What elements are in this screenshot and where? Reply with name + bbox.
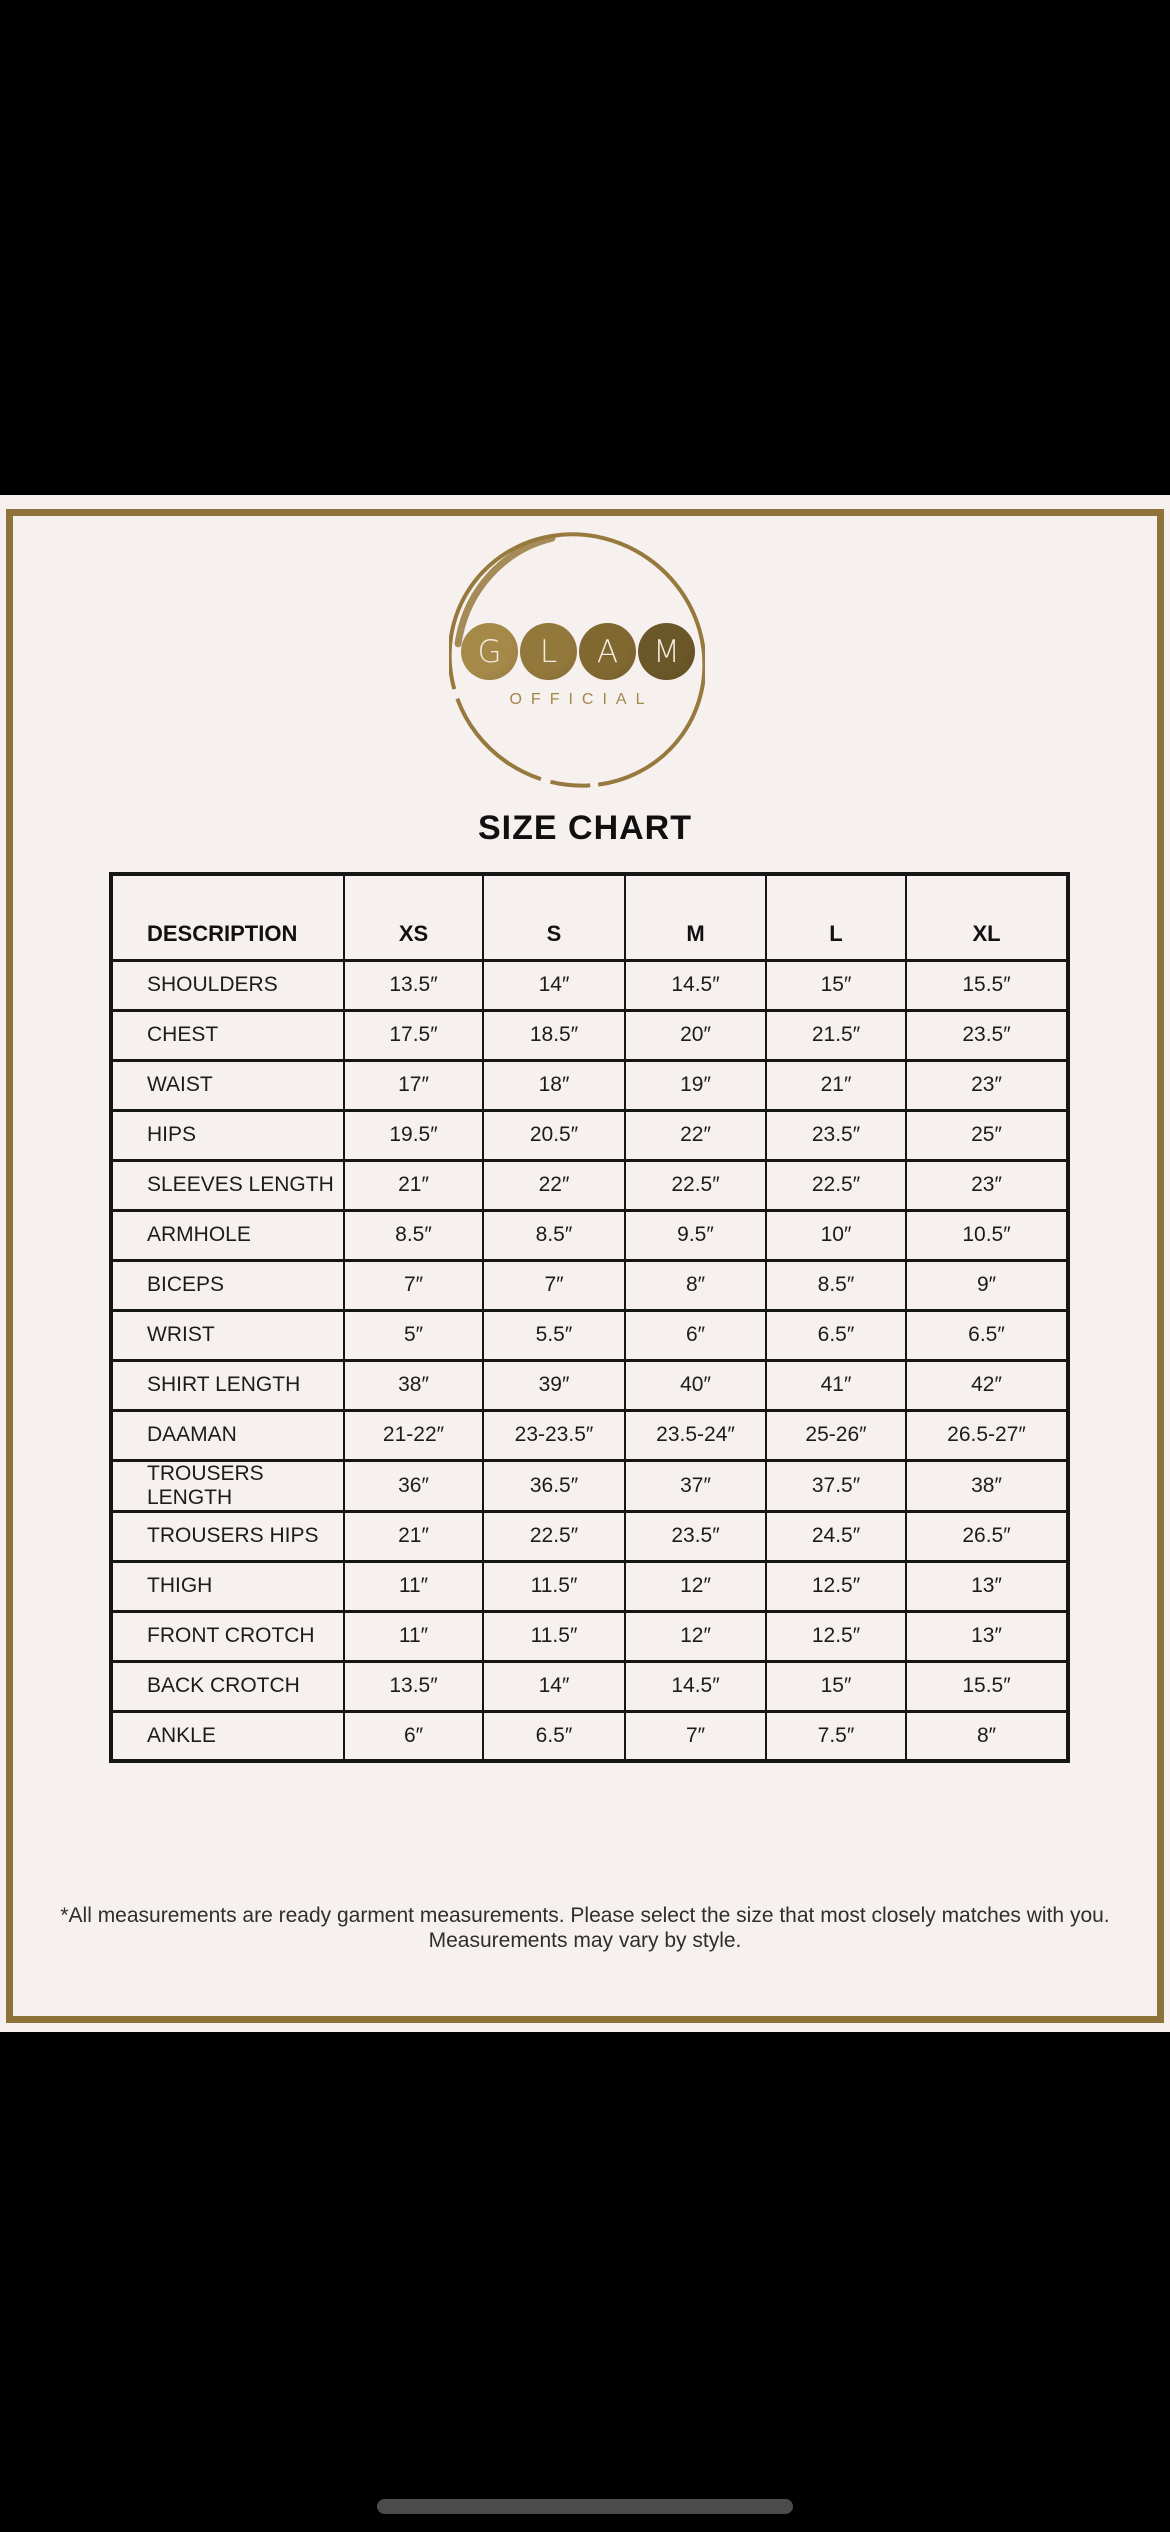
measurement-cell: 21″ — [344, 1160, 483, 1210]
table-row — [111, 1060, 1068, 1110]
measurement-cell: 5″ — [344, 1310, 483, 1360]
measurement-cell: 6.5″ — [483, 1711, 625, 1761]
measurement-cell: 10″ — [766, 1210, 906, 1260]
table-row — [111, 1711, 1068, 1761]
table-row — [111, 1511, 1068, 1561]
table-row — [111, 1160, 1068, 1210]
brand-letter-a: A — [596, 634, 619, 670]
table-header-row — [111, 874, 1068, 960]
brand-letter-circle-m — [638, 623, 695, 680]
measurement-cell: 40″ — [625, 1360, 766, 1410]
table-row — [111, 1310, 1068, 1360]
size-table-body — [111, 960, 1068, 1761]
measurement-cell: 7″ — [625, 1711, 766, 1761]
measurement-cell: 38″ — [344, 1360, 483, 1410]
measurement-cell: 22.5″ — [766, 1160, 906, 1210]
measurement-cell: 17″ — [344, 1060, 483, 1110]
measurement-cell: 21-22″ — [344, 1410, 483, 1460]
measurement-cell: 10.5″ — [906, 1210, 1068, 1260]
table-row — [111, 1661, 1068, 1711]
measurement-cell: 23.5″ — [906, 1010, 1068, 1060]
brand-letter-g: G — [477, 634, 502, 670]
measurement-cell: 11.5″ — [483, 1611, 625, 1661]
size-chart-card — [0, 495, 1170, 2032]
measurement-cell: 7.5″ — [766, 1711, 906, 1761]
row-label: CHEST — [111, 1010, 344, 1060]
measurement-cell: 9″ — [906, 1260, 1068, 1310]
table-row — [111, 1410, 1068, 1460]
measurement-cell: 18″ — [483, 1060, 625, 1110]
measurement-cell: 15.5″ — [906, 960, 1068, 1010]
measurement-cell: 14.5″ — [625, 960, 766, 1010]
measurement-cell: 8.5″ — [766, 1260, 906, 1310]
measurement-cell: 39″ — [483, 1360, 625, 1410]
footnote-line-1: *All measurements are ready garment measurements. Please select the size that most closely matches with you. — [60, 1904, 1110, 1927]
measurement-cell: 6″ — [344, 1711, 483, 1761]
brand-letter-circle-l — [520, 623, 577, 680]
row-label: FRONT CROTCH — [111, 1611, 344, 1661]
measurement-cell: 25-26″ — [766, 1410, 906, 1460]
measurement-cell: 22″ — [483, 1160, 625, 1210]
measurement-cell: 15.5″ — [906, 1661, 1068, 1711]
table-row — [111, 1210, 1068, 1260]
measurement-cell: 18.5″ — [483, 1010, 625, 1060]
brand-letter-circle-g — [461, 623, 518, 680]
measurement-cell: 14″ — [483, 960, 625, 1010]
row-label: THIGH — [111, 1561, 344, 1611]
table-row — [111, 1561, 1068, 1611]
page-title: SIZE CHART — [478, 809, 692, 847]
measurement-cell: 42″ — [906, 1360, 1068, 1410]
table-row — [111, 1010, 1068, 1060]
footnote-line-2: Measurements may vary by style. — [428, 1929, 742, 1952]
row-label: SLEEVES LENGTH — [111, 1160, 344, 1210]
row-label: HIPS — [111, 1110, 344, 1160]
measurement-cell: 22.5″ — [483, 1511, 625, 1561]
row-label: BICEPS — [111, 1260, 344, 1310]
row-label: WRIST — [111, 1310, 344, 1360]
measurement-cell: 15″ — [766, 1661, 906, 1711]
measurement-cell: 26.5″ — [906, 1511, 1068, 1561]
table-row — [111, 1360, 1068, 1410]
measurement-cell: 23.5″ — [766, 1110, 906, 1160]
measurement-cell: 19.5″ — [344, 1110, 483, 1160]
table-header-cell: M — [625, 874, 766, 960]
measurement-cell: 21″ — [766, 1060, 906, 1110]
measurement-cell: 7″ — [344, 1260, 483, 1310]
row-label: TROUSERS HIPS — [111, 1511, 344, 1561]
measurement-cell: 24.5″ — [766, 1511, 906, 1561]
measurement-cell: 23″ — [906, 1060, 1068, 1110]
table-row — [111, 1611, 1068, 1661]
measurement-cell: 7″ — [483, 1260, 625, 1310]
brand-letter-circle-a — [579, 623, 636, 680]
measurement-cell: 12.5″ — [766, 1611, 906, 1661]
brand-letter-circles — [461, 623, 695, 680]
measurement-cell: 22.5″ — [625, 1160, 766, 1210]
measurement-cell: 13.5″ — [344, 960, 483, 1010]
table-row — [111, 1260, 1068, 1310]
row-label: BACK CROTCH — [111, 1661, 344, 1711]
table-row — [111, 1460, 1068, 1511]
table-header-cell: DESCRIPTION — [111, 874, 344, 960]
measurement-cell: 6.5″ — [766, 1310, 906, 1360]
measurement-cell: 19″ — [625, 1060, 766, 1110]
measurement-cell: 23-23.5″ — [483, 1410, 625, 1460]
footnote — [0, 1903, 1170, 1953]
measurement-cell: 20.5″ — [483, 1110, 625, 1160]
table-header-cell: S — [483, 874, 625, 960]
measurement-cell: 14″ — [483, 1661, 625, 1711]
measurement-cell: 36″ — [344, 1460, 483, 1511]
measurement-cell: 23.5-24″ — [625, 1410, 766, 1460]
measurement-cell: 20″ — [625, 1010, 766, 1060]
measurement-cell: 11″ — [344, 1611, 483, 1661]
measurement-cell: 23″ — [906, 1160, 1068, 1210]
table-row — [111, 1110, 1068, 1160]
measurement-cell: 21.5″ — [766, 1010, 906, 1060]
brand-letter-m: M — [653, 634, 680, 670]
measurement-cell: 12.5″ — [766, 1561, 906, 1611]
measurement-cell: 37″ — [625, 1460, 766, 1511]
brand-subtitle: OFFICIAL — [509, 691, 654, 708]
row-label: SHIRT LENGTH — [111, 1360, 344, 1410]
measurement-cell: 8″ — [625, 1260, 766, 1310]
table-header-cell: XS — [344, 874, 483, 960]
row-label: TROUSERS LENGTH — [111, 1460, 344, 1511]
measurement-cell: 8.5″ — [344, 1210, 483, 1260]
size-table-wrap — [109, 872, 1070, 1763]
measurement-cell: 21″ — [344, 1511, 483, 1561]
measurement-cell: 12″ — [625, 1611, 766, 1661]
home-indicator[interactable] — [377, 2499, 793, 2514]
measurement-cell: 8.5″ — [483, 1210, 625, 1260]
measurement-cell: 5.5″ — [483, 1310, 625, 1360]
measurement-cell: 8″ — [906, 1711, 1068, 1761]
measurement-cell: 26.5-27″ — [906, 1410, 1068, 1460]
measurement-cell: 13″ — [906, 1561, 1068, 1611]
measurement-cell: 22″ — [625, 1110, 766, 1160]
measurement-cell: 37.5″ — [766, 1460, 906, 1511]
measurement-cell: 38″ — [906, 1460, 1068, 1511]
row-label: DAAMAN — [111, 1410, 344, 1460]
row-label: WAIST — [111, 1060, 344, 1110]
measurement-cell: 11″ — [344, 1561, 483, 1611]
measurement-cell: 9.5″ — [625, 1210, 766, 1260]
brand-letter-l: L — [539, 634, 558, 670]
measurement-cell: 14.5″ — [625, 1661, 766, 1711]
measurement-cell: 25″ — [906, 1110, 1068, 1160]
row-label: ANKLE — [111, 1711, 344, 1761]
measurement-cell: 23.5″ — [625, 1511, 766, 1561]
measurement-cell: 11.5″ — [483, 1561, 625, 1611]
table-header-cell: XL — [906, 874, 1068, 960]
measurement-cell: 15″ — [766, 960, 906, 1010]
measurement-cell: 6.5″ — [906, 1310, 1068, 1360]
measurement-cell: 6″ — [625, 1310, 766, 1360]
size-table — [109, 872, 1070, 1763]
measurement-cell: 41″ — [766, 1360, 906, 1410]
measurement-cell: 17.5″ — [344, 1010, 483, 1060]
measurement-cell: 12″ — [625, 1561, 766, 1611]
measurement-cell: 36.5″ — [483, 1460, 625, 1511]
brand-logo — [449, 527, 705, 793]
measurement-cell: 13″ — [906, 1611, 1068, 1661]
measurement-cell: 13.5″ — [344, 1661, 483, 1711]
table-header-cell: L — [766, 874, 906, 960]
table-row — [111, 960, 1068, 1010]
row-label: ARMHOLE — [111, 1210, 344, 1260]
row-label: SHOULDERS — [111, 960, 344, 1010]
